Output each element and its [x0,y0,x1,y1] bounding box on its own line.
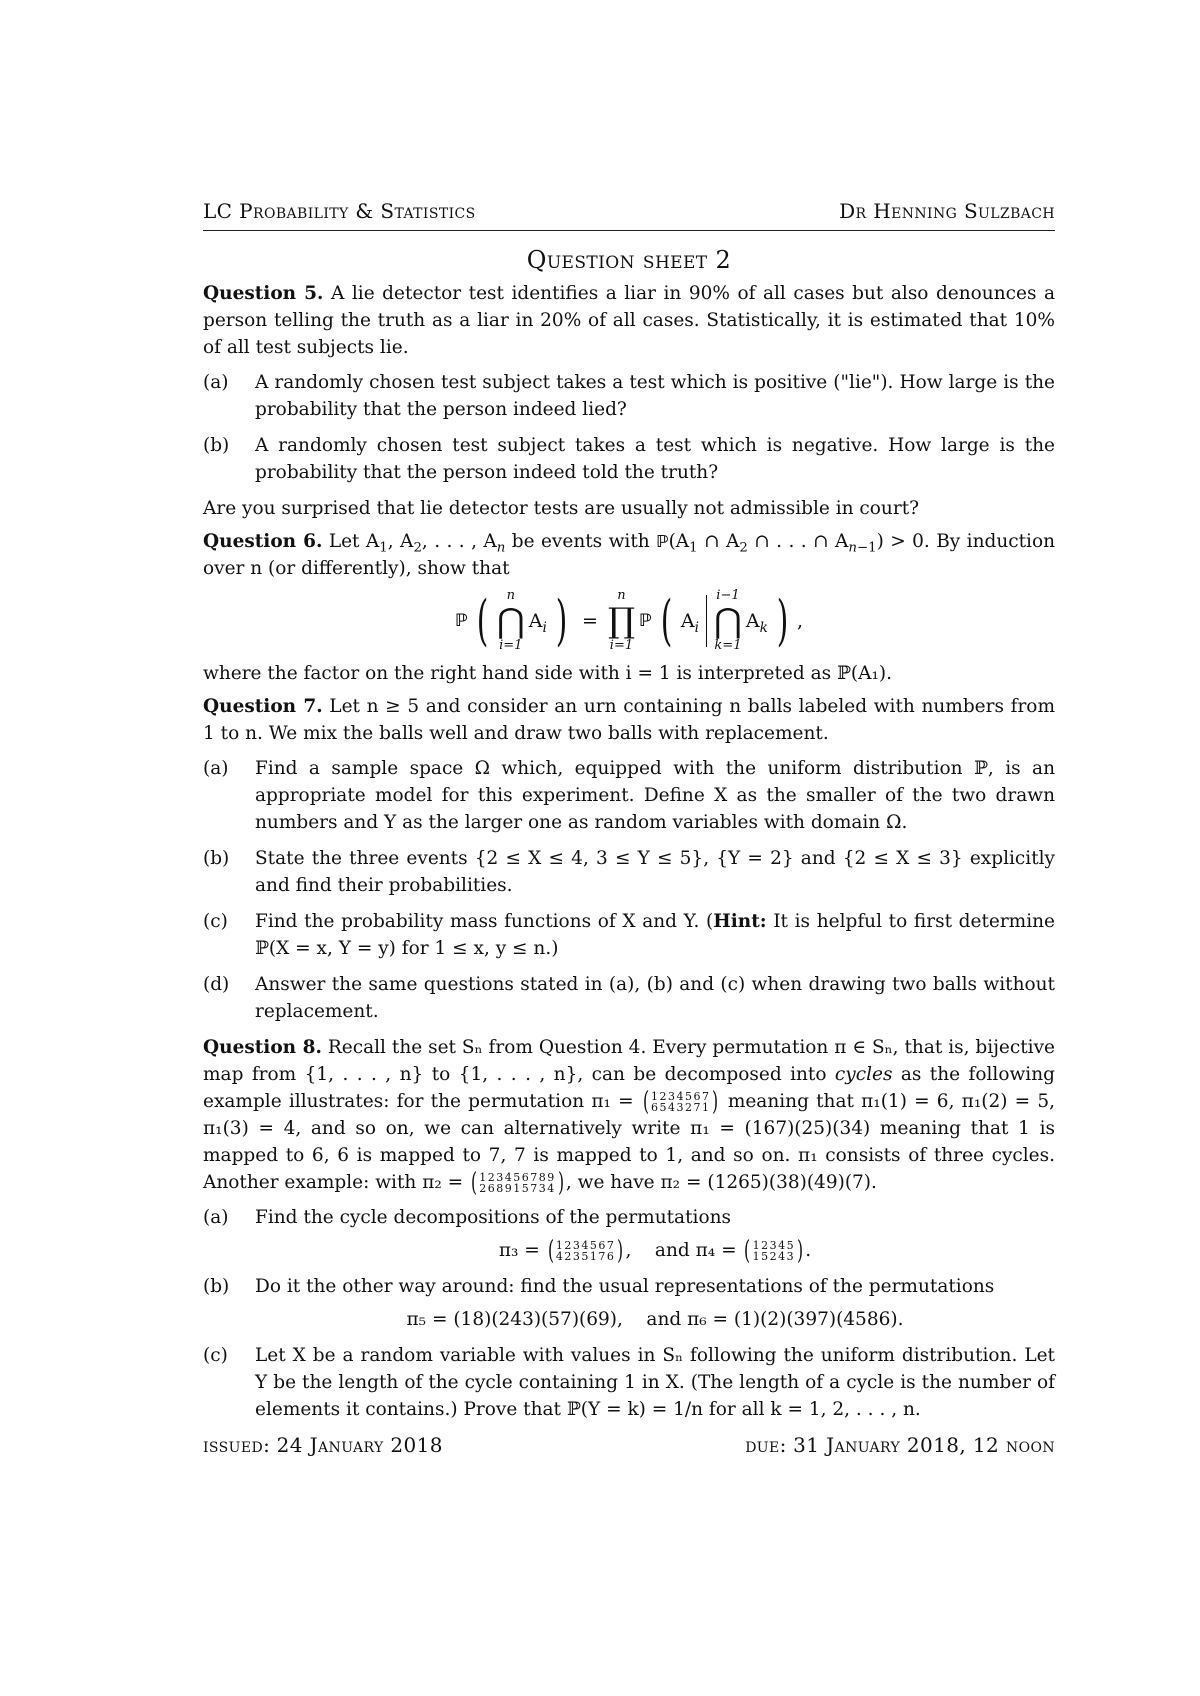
question-5-label: Question 5. [203,283,324,304]
part-text: A randomly chosen test subject takes a test which is negative. How large is the probability that the person indeed told the truth? [255,435,1055,483]
question-7-part-c [203,908,1055,962]
question-5-intro [203,280,1055,361]
course-title: LC Probability & Statistics [203,199,476,223]
part-text: Find a sample space Ω which, equipped with the uniform distribution ℙ, is an appropriate model for this experiment. Define X as the smaller of the two drawn numbers and Y as the larger one as random variables with domain Ω. [255,758,1055,833]
part-label: (b) [203,1276,230,1297]
cycles-term: cycles [834,1064,893,1085]
part-text: Let X be a random variable with values in Sₙ following the uniform distribution. Let Y be the length of the cycle containing 1 in X. (The length of a cycle is the number of elements it contains.) Prove that ℙ(Y = k) = 1/n for all k = 1, 2, . . . , n. [255,1345,1055,1420]
question-6-after: where the factor on the right hand side with i = 1 is interpreted as ℙ(A₁). [203,663,892,684]
question-5-closing: Are you surprised that lie detector tests are usually not admissible in court? [203,498,920,519]
question-5-part-b [203,432,1055,486]
part-text: Answer the same questions stated in (a), (b) and (c) when drawing two balls without replacement. [255,974,1055,1022]
question-8-part-b [203,1273,1055,1333]
document-body [203,198,1055,1459]
upper-limit: i−1 [716,588,740,603]
part-text: Do it the other way around: find the usual representations of the permutations π₅ = (18)(243)(57)(69), and π₆ = (1)(2)(397)(4586). [255,1273,1055,1333]
question-8-part-a [203,1204,1055,1264]
permutation-pi2: ( 123456789 268915734 ) [471,1168,564,1198]
part-text: A randomly chosen test subject takes a test which is positive ("lie"). How large is the probability that the person indeed lied? [255,372,1055,420]
question-6-text-a: Let $A_1$, $A_2$, . . . , $A_n$ be events with $ℙ(A_1$ ∩ $A_2$ ∩ . . . ∩ $A_{n-1}) > 0$. [328,531,930,556]
part-text: Find the cycle decompositions of the permutations π₃ = ( 1234567 4235176 ) , and π₄ = ( 12345 15243 ) . [255,1204,1055,1264]
question-7 [203,693,1055,1025]
due-date: due: 31 January 2018, 12 noon [745,1433,1055,1457]
permutation-pi3: ( 1234567 4235176 ) [547,1236,624,1266]
question-8-intro [203,1034,1055,1196]
question-7-part-b [203,845,1055,899]
hint-label: Hint: [713,911,767,932]
question-8-parts [203,1204,1055,1423]
page-header [203,198,1055,231]
question-7-intro [203,693,1055,747]
part-label: (a) [203,1207,229,1228]
question-8-part-c [203,1342,1055,1423]
question-6-text-c: By induction over n (or differently), show that [203,531,1056,579]
part-label: (a) [203,758,229,779]
question-8 [203,1034,1055,1423]
question-6-label: Question 6. [203,531,323,552]
question-5-text: A lie detector test identifies a liar in 90% of all cases but also denounces a person telling the truth as a liar in 20% of all cases. Statistically, it is estimated that 10% of all test subjects lie. [203,283,1055,358]
question-8-text-3: meaning that π₁(1) = 6, π₁(2) = 5, π₁(3) = 4, and so on, we can alternatively write π₁ = (167)(25)(34) meaning that 1 is mapped to 6, 6 is mapped to 7, 7 is mapped to 1, and so on. π₁ consists of three cycles. Another example: with π₂ = [203,1091,1055,1193]
page-footer [203,1432,1055,1459]
question-5-part-a [203,369,1055,423]
lower-limit: k=1 [714,638,742,653]
question-6-intro [203,528,1055,582]
question-8-text-4: , we have π₂ = (1265)(38)(49)(7). [565,1172,877,1193]
part-text: State the three events {2 ≤ X ≤ 4, 3 ≤ Y ≤ 5}, {Y = 2} and {2 ≤ X ≤ 3} explicitly and find their probabilities. [255,848,1055,896]
upper-limit: n [506,588,515,603]
part-label: (b) [203,848,230,869]
part-label: (a) [203,372,229,393]
part-label: (d) [203,974,230,995]
permutation-pi1: ( 1234567 6543271 ) [642,1087,719,1117]
question-6 [203,528,1055,687]
lower-limit: i=1 [609,638,634,653]
part-label: (b) [203,435,230,456]
part-label: (c) [203,1345,228,1366]
question-8-text-1: Recall the set Sₙ from Question 4. Every permutation π ∈ Sₙ, that is, bijective map from {1, . . . , n} to {1, . . . , n}, can be decomposed into [203,1037,1055,1085]
question-6-formula: ℙ ( n ⋂ i=1 $A_i$ ) = n ∏ i=1 ℙ ( $A_i$ i−1 ⋂ k=1 $A_k$ ) , [454,588,804,653]
permutation-pi4: ( 12345 15243 ) [744,1236,804,1266]
issued-date: issued: 24 January 2018 [203,1433,443,1457]
question-8-text-2: as the following example illustrates: for the permutation π₁ = [203,1064,1055,1112]
question-5 [203,280,1055,522]
lower-limit: i=1 [499,638,523,653]
upper-limit: n [617,588,626,603]
author-name: Dr Henning Sulzbach [839,199,1055,223]
question-7-part-d [203,971,1055,1025]
question-7-part-a [203,755,1055,836]
question-5-parts [203,369,1055,486]
question-7-label: Question 7. [203,696,323,717]
part-label: (c) [203,911,228,932]
question-7-parts [203,755,1055,1025]
pi3-pi4-display: π₃ = ( 1234567 4235176 ) , and π₄ = ( 12345 15243 ) . [498,1236,812,1266]
question-7-text: Let n ≥ 5 and consider an urn containing n balls labeled with numbers from 1 to n. We mix the balls well and draw two balls with replacement. [203,696,1055,744]
pi5-pi6-display: π₅ = (18)(243)(57)(69), and π₆ = (1)(2)(397)(4586). [406,1309,904,1330]
question-8-label: Question 8. [203,1037,322,1058]
part-text: Find the probability mass functions of X and Y. (Hint: It is helpful to first determine ℙ(X = x, Y = y) for 1 ≤ x, y ≤ n.) [255,911,1055,959]
sheet-title: Question sheet 2 [526,246,732,274]
